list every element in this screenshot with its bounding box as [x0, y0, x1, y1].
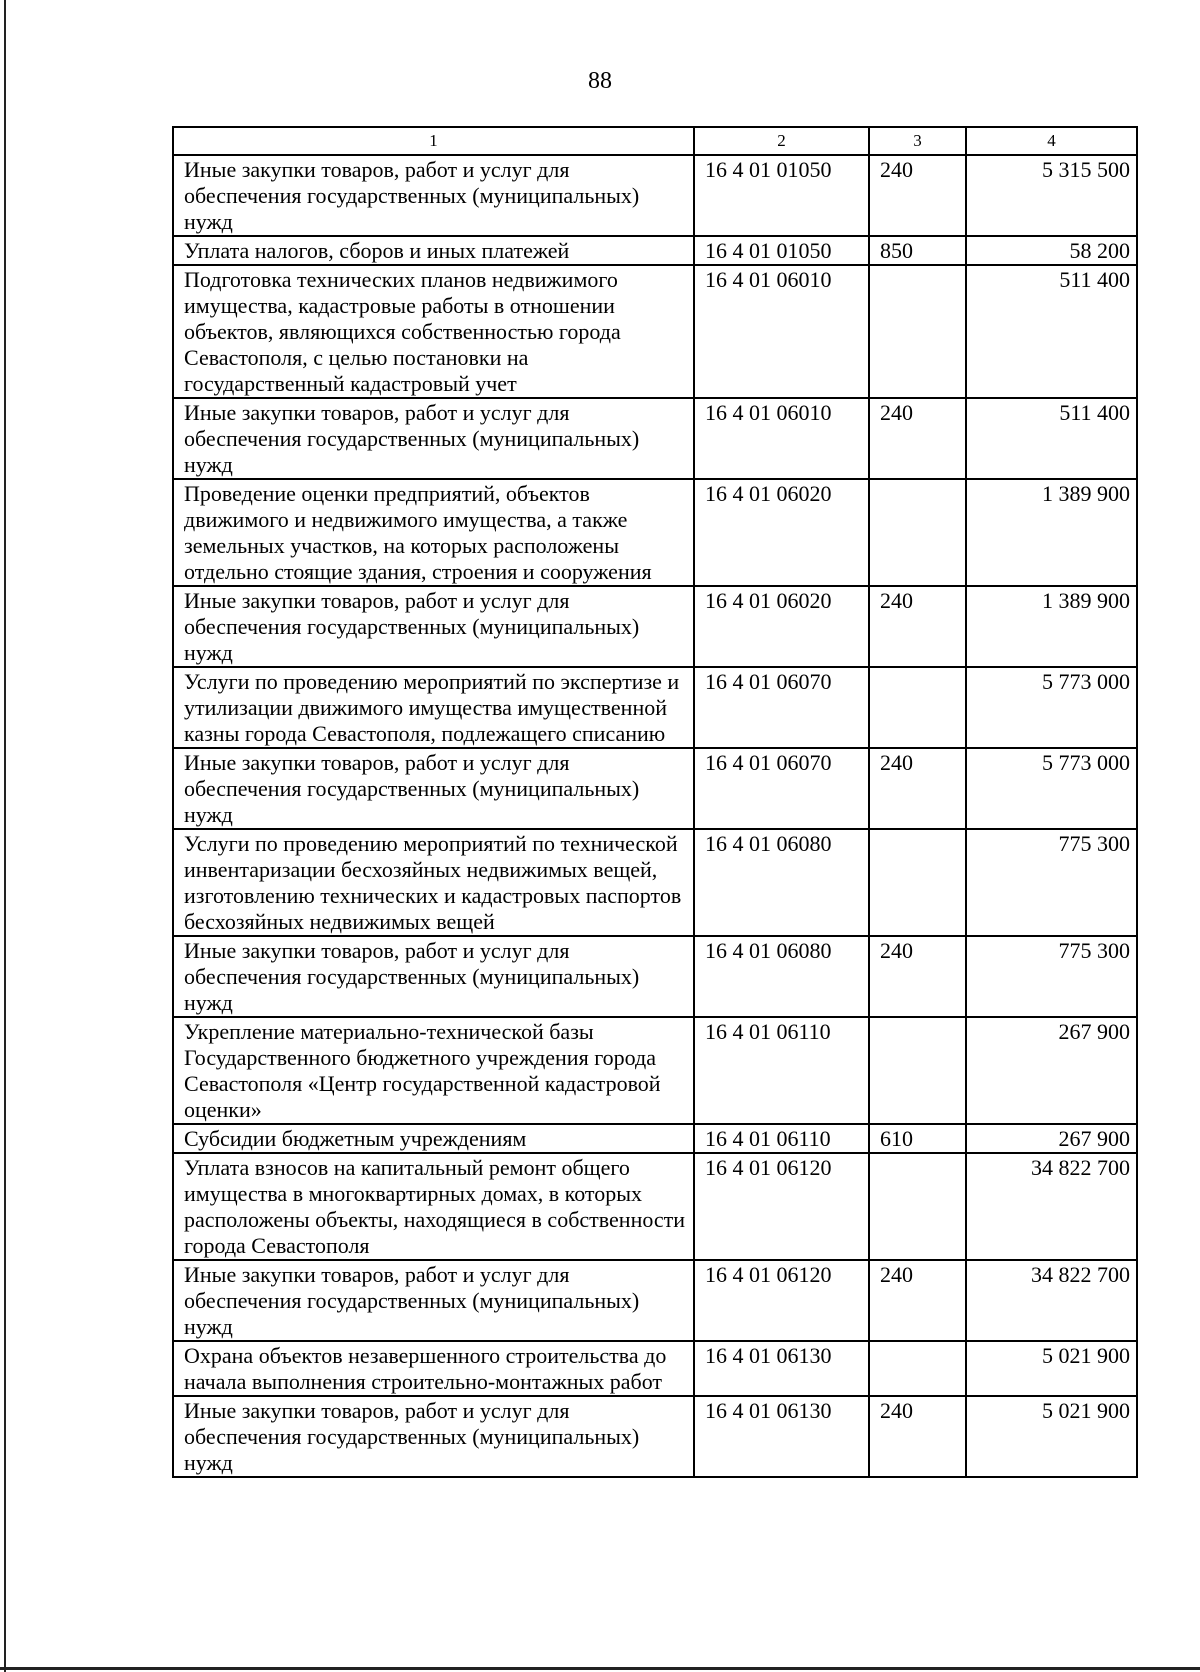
expense-type-cell [869, 479, 966, 586]
expense-name-cell: Услуги по проведению мероприятий по экспертизе и утилизации движимого имущества имущественной казны города Севастополя, подлежащего списанию [173, 667, 694, 748]
table-row [173, 155, 1137, 236]
amount-cell: 267 900 [966, 1017, 1137, 1124]
expense-name-cell: Иные закупки товаров, работ и услуг для обеспечения государственных (муниципальных) нужд [173, 398, 694, 479]
target-code-cell: 16 4 01 06120 [694, 1153, 869, 1260]
target-code-cell: 16 4 01 06070 [694, 667, 869, 748]
amount-cell: 5 773 000 [966, 748, 1137, 829]
target-code-cell: 16 4 01 06130 [694, 1341, 869, 1396]
expense-type-cell: 240 [869, 936, 966, 1017]
header-col-3: 3 [869, 127, 966, 155]
expense-type-cell [869, 1153, 966, 1260]
target-code-cell: 16 4 01 06020 [694, 479, 869, 586]
amount-cell: 5 773 000 [966, 667, 1137, 748]
expense-name-cell: Проведение оценки предприятий, объектов движимого и недвижимого имущества, а также земельных участков, на которых расположены отдельно стоящие здания, строения и сооружения [173, 479, 694, 586]
table-row [173, 936, 1137, 1017]
table-row [173, 1396, 1137, 1477]
expense-name-cell: Иные закупки товаров, работ и услуг для обеспечения государственных (муниципальных) нужд [173, 936, 694, 1017]
amount-cell: 1 389 900 [966, 586, 1137, 667]
amount-cell: 5 021 900 [966, 1396, 1137, 1477]
header-col-4: 4 [966, 127, 1137, 155]
target-code-cell: 16 4 01 01050 [694, 155, 869, 236]
amount-cell: 775 300 [966, 829, 1137, 936]
scan-border-left [4, 0, 6, 1672]
expense-type-cell: 610 [869, 1124, 966, 1153]
target-code-cell: 16 4 01 06130 [694, 1396, 869, 1477]
expense-type-cell [869, 1341, 966, 1396]
table-row [173, 586, 1137, 667]
table-body [173, 155, 1137, 1477]
amount-cell: 1 389 900 [966, 479, 1137, 586]
amount-cell: 267 900 [966, 1124, 1137, 1153]
expense-type-cell: 240 [869, 398, 966, 479]
table-row [173, 1153, 1137, 1260]
target-code-cell: 16 4 01 06110 [694, 1017, 869, 1124]
expense-type-cell: 240 [869, 586, 966, 667]
target-code-cell: 16 4 01 06080 [694, 829, 869, 936]
target-code-cell: 16 4 01 06080 [694, 936, 869, 1017]
expense-name-cell: Иные закупки товаров, работ и услуг для обеспечения государственных (муниципальных) нужд [173, 586, 694, 667]
expense-name-cell: Иные закупки товаров, работ и услуг для обеспечения государственных (муниципальных) нужд [173, 155, 694, 236]
target-code-cell: 16 4 01 06070 [694, 748, 869, 829]
expense-name-cell: Иные закупки товаров, работ и услуг для обеспечения государственных (муниципальных) нужд [173, 1260, 694, 1341]
target-code-cell: 16 4 01 06120 [694, 1260, 869, 1341]
expense-name-cell: Подготовка технических планов недвижимого имущества, кадастровые работы в отношении объектов, являющихся собственностью города Севастополя, с целью постановки на государственный кадастровый учет [173, 265, 694, 398]
amount-cell: 34 822 700 [966, 1260, 1137, 1341]
expense-type-cell: 240 [869, 1396, 966, 1477]
amount-cell: 511 400 [966, 265, 1137, 398]
target-code-cell: 16 4 01 06110 [694, 1124, 869, 1153]
amount-cell: 775 300 [966, 936, 1137, 1017]
table-row [173, 748, 1137, 829]
table-row [173, 667, 1137, 748]
target-code-cell: 16 4 01 06010 [694, 398, 869, 479]
header-col-2: 2 [694, 127, 869, 155]
target-code-cell: 16 4 01 06010 [694, 265, 869, 398]
target-code-cell: 16 4 01 06020 [694, 586, 869, 667]
header-col-1: 1 [173, 127, 694, 155]
expense-type-cell: 240 [869, 1260, 966, 1341]
table-row [173, 1341, 1137, 1396]
table-row [173, 236, 1137, 265]
table-row [173, 1017, 1137, 1124]
target-code-cell: 16 4 01 01050 [694, 236, 869, 265]
expense-name-cell: Охрана объектов незавершенного строительства до начала выполнения строительно-монтажных работ [173, 1341, 694, 1396]
table-row [173, 479, 1137, 586]
expense-name-cell: Иные закупки товаров, работ и услуг для обеспечения государственных (муниципальных) нужд [173, 748, 694, 829]
table-row [173, 398, 1137, 479]
expense-type-cell [869, 829, 966, 936]
table-row [173, 829, 1137, 936]
amount-cell: 58 200 [966, 236, 1137, 265]
expense-type-cell [869, 265, 966, 398]
expense-type-cell: 240 [869, 748, 966, 829]
header-row [173, 127, 1137, 155]
expense-type-cell: 850 [869, 236, 966, 265]
amount-cell: 511 400 [966, 398, 1137, 479]
table-row [173, 1260, 1137, 1341]
amount-cell: 34 822 700 [966, 1153, 1137, 1260]
expense-type-cell: 240 [869, 155, 966, 236]
expense-name-cell: Субсидии бюджетным учреждениям [173, 1124, 694, 1153]
page-number: 88 [588, 68, 612, 94]
expense-type-cell [869, 667, 966, 748]
scan-border-bottom [0, 1667, 1200, 1670]
amount-cell: 5 315 500 [966, 155, 1137, 236]
table-row [173, 1124, 1137, 1153]
expense-name-cell: Услуги по проведению мероприятий по технической инвентаризации бесхозяйных недвижимых вещей, изготовлению технических и кадастровых паспортов бесхозяйных недвижимых вещей [173, 829, 694, 936]
expense-name-cell: Иные закупки товаров, работ и услуг для обеспечения государственных (муниципальных) нужд [173, 1396, 694, 1477]
expense-name-cell: Уплата взносов на капитальный ремонт общего имущества в многоквартирных домах, в которых расположены объекты, находящиеся в собственности города Севастополя [173, 1153, 694, 1260]
budget-table [172, 126, 1138, 1478]
amount-cell: 5 021 900 [966, 1341, 1137, 1396]
expense-name-cell: Укрепление материально-технической базы Государственного бюджетного учреждения города Севастополя «Центр государственной кадастровой оценки» [173, 1017, 694, 1124]
table-row [173, 265, 1137, 398]
expense-type-cell [869, 1017, 966, 1124]
expense-name-cell: Уплата налогов, сборов и иных платежей [173, 236, 694, 265]
